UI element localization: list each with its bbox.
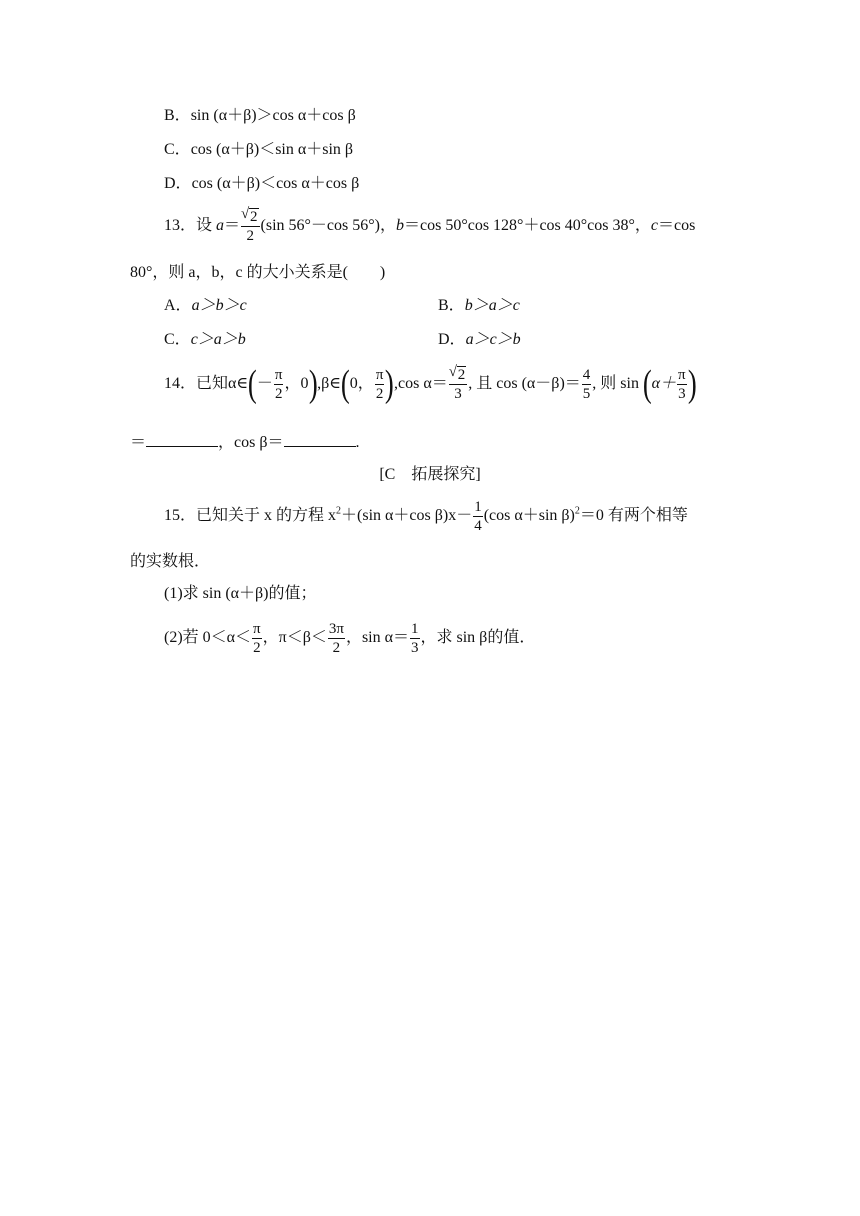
option-text: a＞b＞c: [191, 297, 247, 314]
q14-stem-line2: [130, 432, 360, 453]
q14-stem-line1: [164, 364, 696, 404]
option-text: cos (α＋β)＜sin α＋sin β: [190, 141, 354, 158]
left-bracket: (: [642, 363, 652, 406]
part2-text: (2)若 0＜α＜: [164, 629, 252, 646]
numerator: 1: [411, 620, 419, 637]
numerator: π: [253, 620, 261, 637]
var-b: b: [396, 217, 404, 234]
numerator: 4: [582, 366, 591, 383]
a-expression: (sin 56°－cos 56°)，: [260, 217, 396, 234]
fraction-pi-over-2: [252, 620, 262, 657]
fraction-4-over-5: [582, 366, 592, 403]
q13-stem-line1: [164, 206, 695, 246]
option-text: c＞a＞b: [190, 331, 246, 348]
minus-sign: －: [256, 375, 273, 392]
option-label: A．: [164, 297, 192, 314]
q12-option-b: [164, 106, 356, 126]
option-label: C．: [164, 141, 191, 158]
numerator: 1: [474, 498, 482, 515]
q12-option-d: [164, 174, 359, 194]
comma: ，: [357, 375, 374, 392]
superscript: 2: [336, 505, 342, 517]
radicand: 2: [457, 366, 466, 383]
equation-end: ＝0 有两个相等: [579, 507, 688, 524]
part2-text: ，sin α＝: [345, 629, 409, 646]
var-a: a: [216, 217, 225, 234]
option-text: a＞c＞b: [465, 331, 521, 348]
q13-stem-line2: 80°，则 a，b，c 的大小关系是( ): [130, 264, 386, 281]
numerator: 3π: [328, 620, 344, 637]
question-number: 13．设: [164, 217, 217, 234]
q15-part1: (1)求 sin (α＋β)的值；: [164, 585, 317, 602]
denominator: 3: [454, 385, 462, 402]
q15-part2: [164, 618, 535, 658]
denominator: 3: [678, 385, 686, 402]
option-text: cos (α＋β)＜cos α＋cos β: [191, 175, 360, 192]
denominator: 2: [332, 639, 341, 656]
condition-text: , 且 cos (α－β)＝: [468, 375, 581, 392]
left-bracket: (: [341, 363, 350, 406]
equation-mid: ＋(sin α＋cos β)x－: [341, 507, 473, 524]
option-text: b＞a＞c: [464, 297, 520, 314]
cos-beta: ，cos β＝: [218, 434, 284, 451]
denominator: 2: [274, 385, 283, 402]
fraction-1-over-3: [410, 620, 420, 657]
zero: 0: [300, 375, 309, 392]
option-label: B．: [164, 107, 191, 124]
q13-option-c: [164, 330, 246, 350]
cos-alpha: ,cos α＝: [394, 375, 448, 392]
c-expression: ＝cos: [658, 217, 696, 234]
denominator: 4: [474, 517, 482, 534]
q13-option-a: [164, 296, 247, 316]
numerator: π: [375, 366, 384, 383]
q13-option-d: [438, 330, 521, 350]
numerator: π: [678, 366, 686, 383]
part2-text: ，π＜β＜: [262, 629, 327, 646]
option-label: C．: [164, 331, 191, 348]
question-lead: 15．已知关于 x 的方程 x: [164, 507, 337, 524]
alpha-plus: α＋: [651, 375, 677, 392]
section-header: [C 拓展探究]: [379, 466, 481, 483]
q15-stem-line1: [164, 496, 688, 536]
answer-blank-2[interactable]: [284, 432, 356, 447]
left-bracket: (: [248, 363, 257, 406]
q12-option-c: [164, 140, 353, 160]
radicand: 2: [250, 208, 258, 225]
denominator: 2: [253, 639, 261, 656]
b-expression: ＝cos 50°cos 128°＋cos 40°cos 38°，: [404, 217, 651, 234]
q13-option-b: [438, 296, 520, 316]
denominator: 2: [246, 227, 255, 244]
question-number: 14．已知α∈: [164, 375, 249, 392]
right-bracket: ): [687, 363, 697, 406]
equals: ＝: [224, 217, 241, 234]
denominator: 3: [411, 639, 419, 656]
beta-in: ,β∈: [317, 375, 342, 392]
fraction-sqrt2-over-3: [449, 366, 468, 403]
fraction-pi-over-3: [677, 366, 687, 403]
var-c: c: [650, 217, 659, 234]
denominator: 2: [375, 385, 384, 402]
equals: ＝: [130, 434, 147, 451]
fraction-sqrt2-over-2: [241, 208, 260, 245]
right-bracket: ): [385, 363, 395, 406]
numerator: π: [274, 366, 283, 383]
fraction-pi-over-2: [375, 366, 385, 403]
superscript: 2: [574, 505, 580, 517]
zero: 0: [349, 375, 358, 392]
part2-text: ，求 sin β的值．: [420, 629, 536, 646]
equation-tail: (cos α＋sin β): [483, 507, 575, 524]
option-text: sin (α＋β)＞cos α＋cos β: [190, 107, 356, 124]
comma: ，: [284, 375, 301, 392]
fraction-3pi-over-2: [328, 620, 345, 657]
option-label: B．: [438, 297, 465, 314]
answer-blank-1[interactable]: [146, 432, 218, 447]
denominator: 5: [582, 385, 591, 402]
then-text: , 则 sin: [592, 375, 639, 392]
option-label: D．: [438, 331, 466, 348]
fraction-pi-over-2: [274, 366, 284, 403]
period: .: [355, 434, 360, 451]
q15-stem-line2: 的实数根．: [130, 553, 211, 570]
right-bracket: ): [308, 363, 318, 406]
option-label: D．: [164, 175, 192, 192]
fraction-1-over-4: [473, 498, 483, 535]
